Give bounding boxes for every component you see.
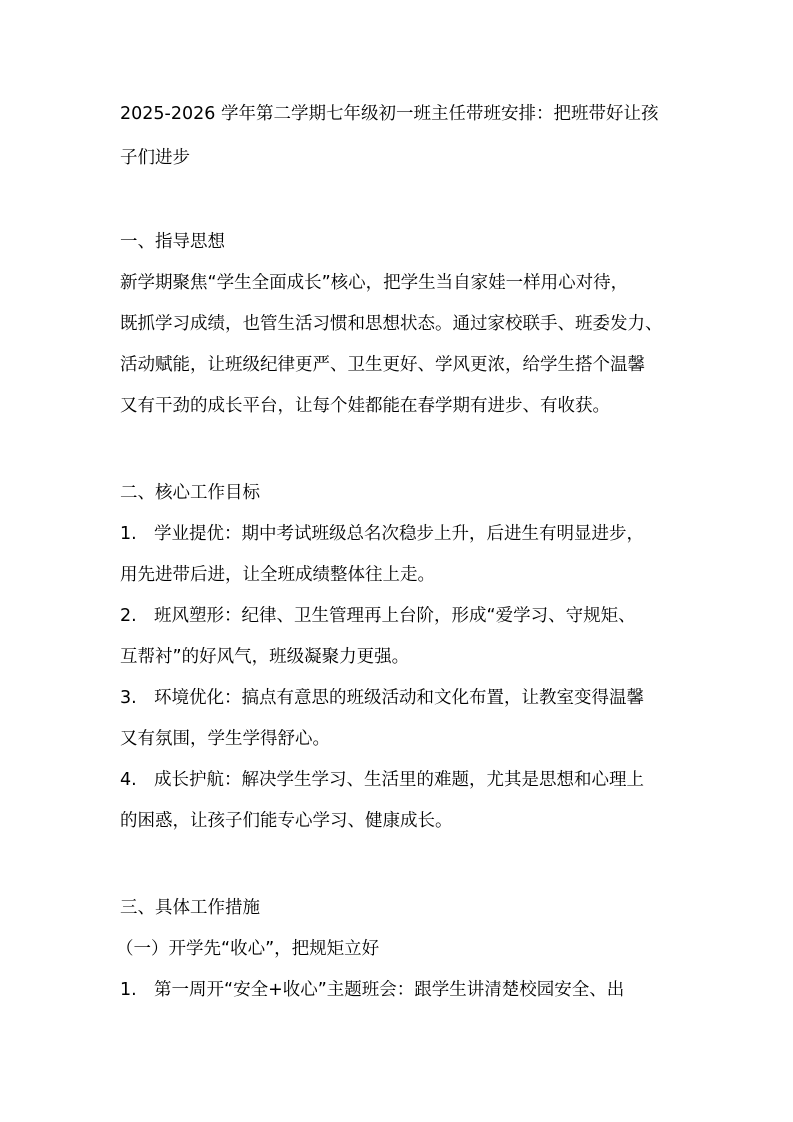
paragraph-line: 活动赋能，让班级纪律更严、卫生更好、学风更浓，给学生搭个温馨 [120, 355, 645, 375]
list-item-continuation: 互帮衬”的好风气，班级凝聚力更强。 [120, 647, 410, 667]
document-body [116, 92, 680, 1011]
document-title-line-1: 2025-2026 学年第二学期七年级初一班主任带班安排：把班带好让孩 [120, 104, 659, 124]
spacer [120, 842, 680, 888]
list-item-text: 班风塑形：纪律、卫生管理再上台阶，形成“爱学习、守规矩、 [154, 606, 636, 626]
list-item-continuation: 用先进带后进，让全班成绩整体往上走。 [120, 565, 435, 585]
list-item-text: 环境优化：搞点有意思的班级活动和文化布置，让教室变得温馨 [154, 688, 644, 708]
paragraph-line: 又有干劲的成长平台，让每个娃都能在春学期有进步、有收获。 [120, 396, 610, 416]
list-number: 2. [120, 606, 137, 626]
list-number: 1. [120, 980, 137, 1000]
subsection-heading: （一）开学先“收心”，把规矩立好 [116, 939, 380, 959]
list-number: 1. [120, 524, 137, 544]
document-title-line-2: 子们进步 [120, 148, 190, 168]
section-heading-measures: 三、具体工作措施 [120, 898, 260, 918]
list-item-text: 第一周开“安全+收心”主题班会：跟学生讲清楚校园安全、出 [154, 980, 625, 1000]
list-number: 3. [120, 688, 137, 708]
spacer [120, 180, 680, 222]
paragraph-line: 既抓学习成绩，也管生活习惯和思想状态。通过家校联手、班委发力、 [120, 314, 663, 334]
list-item-text: 成长护航：解决学生学习、生活里的难题，尤其是思想和心理上 [154, 770, 644, 790]
list-item-continuation: 又有氛围，学生学得舒心。 [120, 729, 330, 749]
measure-item-1 [120, 970, 680, 1011]
section-heading-core-goals: 二、核心工作目标 [120, 483, 260, 503]
goal-item-4 [120, 760, 680, 842]
spacer [120, 427, 680, 473]
goal-item-3 [120, 678, 680, 760]
section-heading-guiding-thought: 一、指导思想 [120, 232, 225, 252]
list-item-continuation: 的困惑，让孩子们能专心学习、健康成长。 [120, 811, 453, 831]
list-number: 4. [120, 770, 137, 790]
list-item-text: 学业提优：期中考试班级总名次稳步上升，后进生有明显进步， [154, 524, 644, 544]
goal-item-2 [120, 596, 680, 678]
paragraph-line: 新学期聚焦“学生全面成长”核心，把学生当自家娃一样用心对待， [120, 273, 629, 293]
goal-item-1 [120, 514, 680, 596]
